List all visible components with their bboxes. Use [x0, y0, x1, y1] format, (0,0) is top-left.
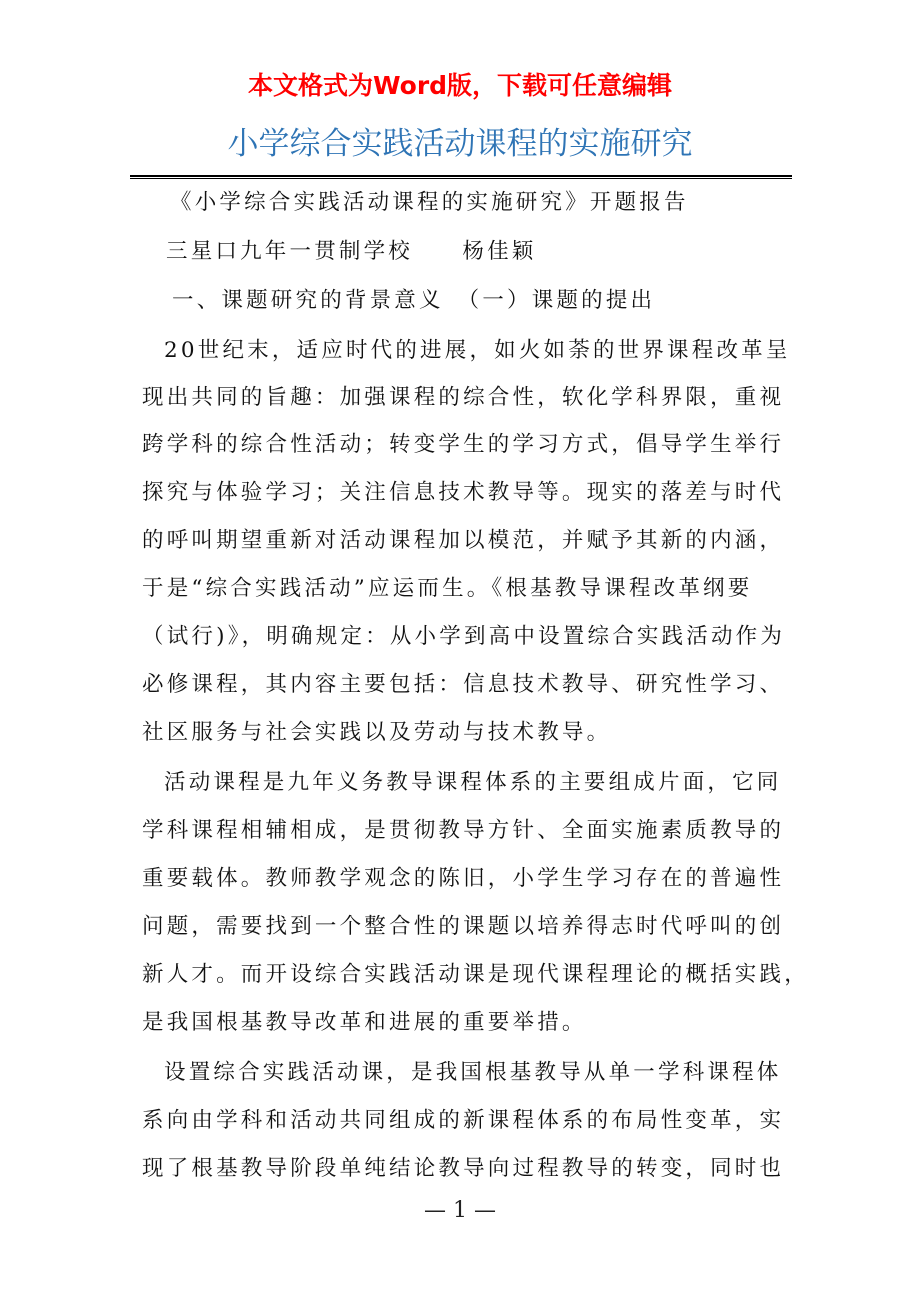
paragraph-line: 现了根基教导阶段单纯结论教导向过程教导的转变，同时也 [142, 1156, 785, 1181]
page-number: — 1 — [424, 1198, 496, 1223]
paragraph-line: 活动课程是九年义务教导课程体系的主要组成片面，它同 [164, 770, 782, 795]
document-title: 小学综合实践活动课程的实施研究 [227, 126, 693, 162]
paragraph-line: 现出共同的旨趣：加强课程的综合性，软化学科界限，重视 [142, 385, 785, 410]
paragraph-line: 社区服务与社会实践以及劳动与技术教导。 [142, 720, 612, 745]
paragraph-line: （试行)》，明确规定：从小学到高中设置综合实践活动作为 [142, 624, 786, 649]
paragraph-line: 设置综合实践活动课，是我国根基教导从单一学科课程体 [164, 1060, 782, 1085]
paragraph-line: 新人才。而开设综合实践活动课是现代课程理论的概括实践， [142, 962, 809, 987]
paragraph-line: 20世纪末，适应时代的进展，如火如荼的世界课程改革呈 [164, 338, 791, 363]
paragraph-line: 重要载体。教师教学观念的陈旧，小学生学习存在的普遍性 [142, 866, 785, 891]
section-heading: 一、课题研究的背景意义 （一）课题的提出 [172, 288, 656, 313]
paragraph-line: 学科课程相辅相成，是贯彻教导方针、全面实施素质教导的 [142, 818, 785, 843]
format-notice-banner: 本文格式为Word版，下载可任意编辑 [247, 71, 673, 100]
paragraph-line: 的呼叫期望重新对活动课程加以模范，并赋予其新的内涵， [142, 528, 785, 553]
title-divider [130, 175, 792, 179]
paragraph-line: 跨学科的综合性活动；转变学生的学习方式，倡导学生举行 [142, 432, 785, 457]
report-heading: 《小学综合实践活动课程的实施研究》开题报告 [170, 190, 689, 215]
paragraph-line: 系向由学科和活动共同组成的新课程体系的布局性变革，实 [142, 1108, 785, 1133]
paragraph-line: 探究与体验学习；关注信息技术教导等。现实的落差与时代 [142, 480, 785, 505]
paragraph-line: 必修课程，其内容主要包括：信息技术教导、研究性学习、 [142, 672, 785, 697]
paragraph-line: 是我国根基教导改革和进展的重要举措。 [142, 1010, 587, 1035]
author-line: 三星口九年一贯制学校 杨佳颖 [166, 239, 537, 264]
paragraph-line: 问题，需要找到一个整合性的课题以培养得志时代呼叫的创 [142, 914, 785, 939]
paragraph-line: 于是“综合实践活动”应运而生。《根基教导课程改革纲要 [142, 576, 753, 601]
